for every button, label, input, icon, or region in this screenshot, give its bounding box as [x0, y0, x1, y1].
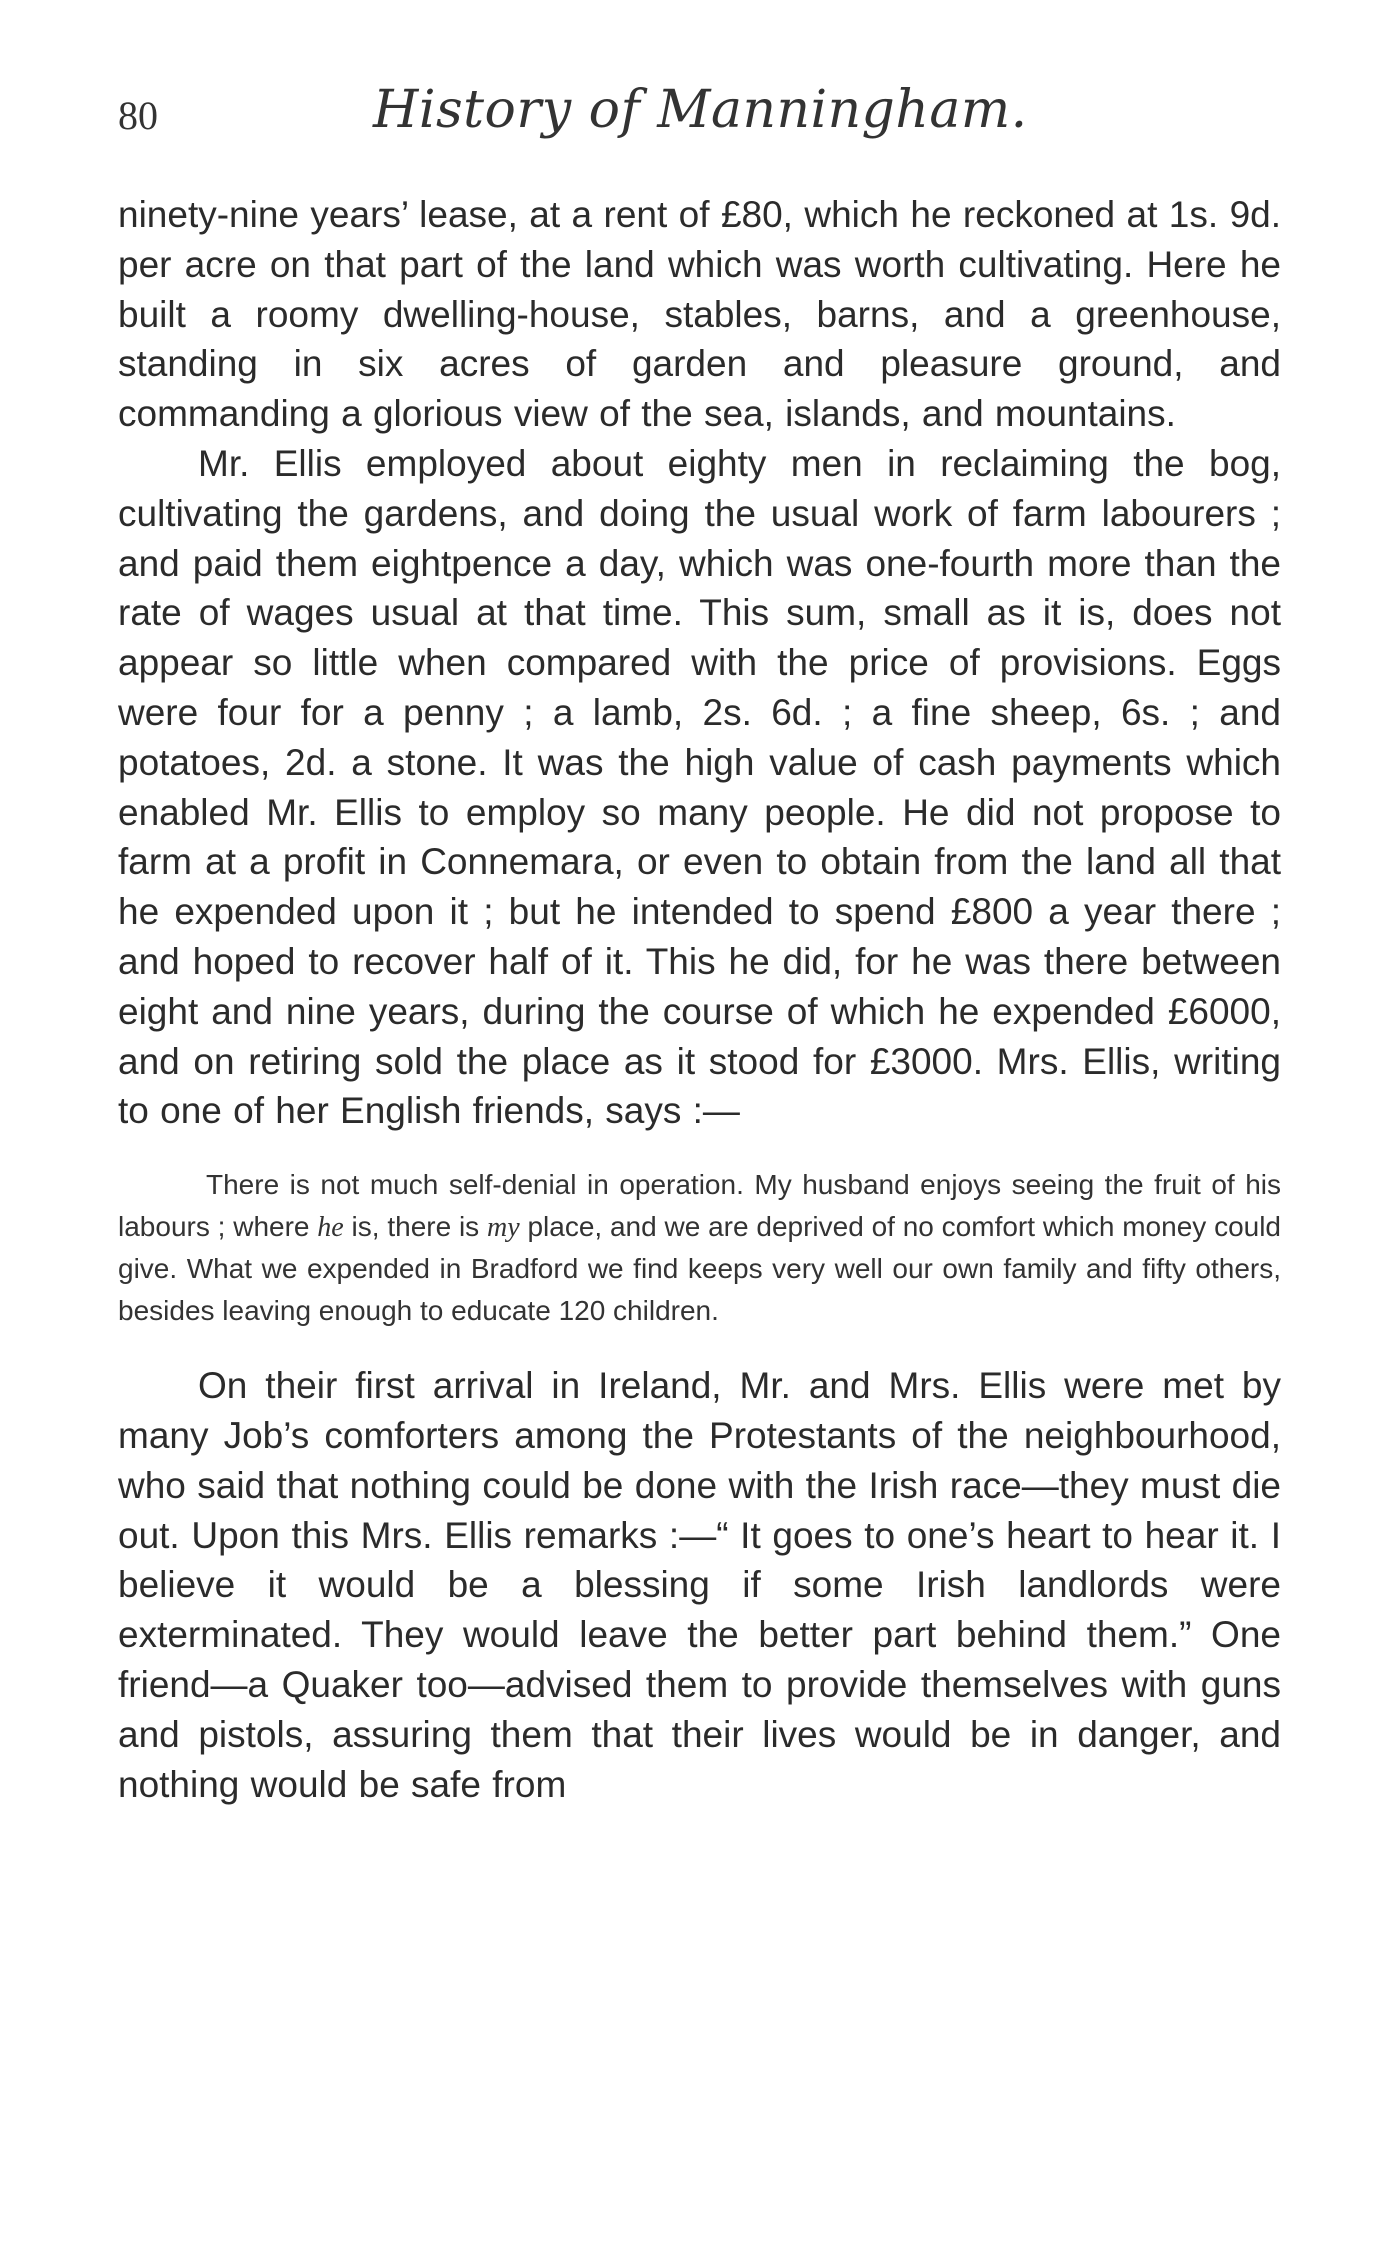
- paragraph-arrival: On their first arrival in Ireland, Mr. and Mrs. Ellis were met by many Job’s comforters among the Protestants of the neighbourhood, who said that nothing could be done with the Irish race—they must die out. Upon this Mrs. Ellis remarks :—“ It goes to one’s heart to hear it. I believe it would be a blessing if some Irish landlords were exterminated. They would leave the better part behind them.” One friend—a Quaker too—advised them to provide themselves with guns and pistols, assuring them that their lives would be in danger, and nothing would be safe from: [118, 1365, 1281, 1805]
- paragraph-employment: Mr. Ellis employed about eighty men in reclaiming the bog, cultivating the gardens, and doing the usual work of farm labourers ; and paid them eightpence a day, which was one-fourth more than the rate of wages usual at that time. This sum, small as it is, does not appear so little when compared with the price of provisions. Eggs were four for a penny ; a lamb, 2s. 6d. ; a fine sheep, 6s. ; and potatoes, 2d. a stone. It was the high value of cash payments which enabled Mr. Ellis to employ so many people. He did not propose to farm at a profit in Connemara, or even to obtain from the land all that he expended upon it ; but he intended to spend £800 a year there ; and hoped to recover half of it. This he did, for he was there between eight and nine years, during the course of which he expended £6000, and on retiring sold the place as it stood for £3000. Mrs. Ellis, writing to one of her English friends, says :—: [118, 442, 1281, 1132]
- quote-emphasis-he: he: [317, 1211, 344, 1243]
- page-header: [118, 80, 1281, 190]
- quote-emphasis-my: my: [487, 1211, 520, 1243]
- quote-text-2: is, there is: [343, 1210, 487, 1242]
- running-title: History of Manningham.: [373, 80, 1028, 140]
- paragraph-lease: ninety-nine years’ lease, at a rent of £80, which he reckoned at 1s. 9d. per acre on that part of the land which was worth cultivating. Here he built a roomy dwelling-house, stables, barns, and a greenhouse, standing in six acres of garden and pleasure ground, and commanding a glorious view of the sea, islands, and mountains.: [118, 194, 1281, 435]
- block-quote-letter: [118, 1164, 1281, 1331]
- page-number: 80: [118, 93, 158, 138]
- quote-text-3: place, and we are deprived of no comfort which money could give. What we expended in Bradford we find keeps very well our own family and fifty others, besides leaving enough to educate 120 children.: [118, 1210, 1281, 1326]
- book-page: [118, 80, 1281, 1809]
- quote-text-1: There is not much self-denial in operation. My husband enjoys seeing the fruit of his labours ; where: [118, 1169, 1281, 1242]
